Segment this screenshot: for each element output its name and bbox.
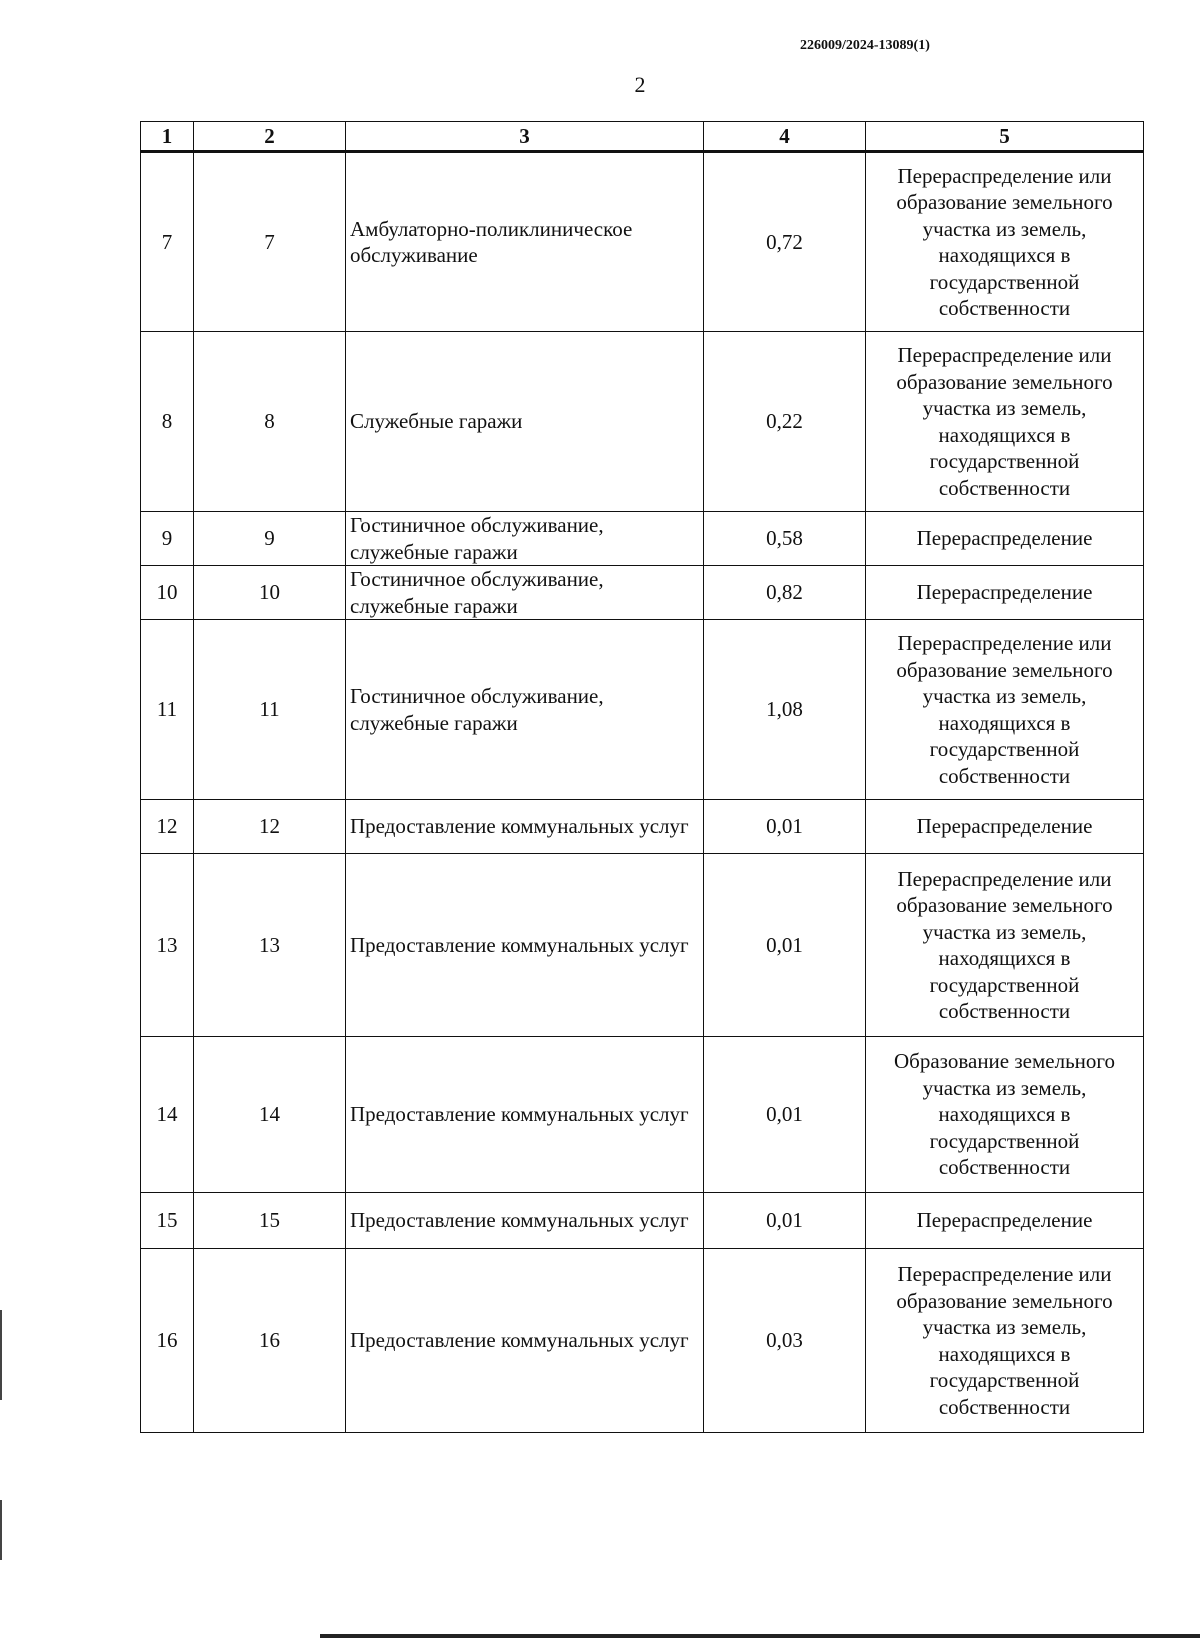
land-use-cell: Предоставление коммунальных услуг: [346, 800, 704, 854]
plot-number-cell: 9: [194, 512, 346, 566]
table-row: [141, 512, 1144, 566]
formation-method-cell: Образование земельного участка из земель, находящихся в государственной собственности: [866, 1037, 1144, 1193]
table-row: [141, 1037, 1144, 1193]
plot-number-cell: 13: [194, 854, 346, 1037]
scan-margin-mark: [0, 1310, 2, 1400]
formation-method-cell: Перераспределение или образование земельного участка из земель, находящихся в государственной собственности: [866, 1249, 1144, 1433]
formation-method-cell: Перераспределение: [866, 512, 1144, 566]
plot-number-cell: 7: [194, 152, 346, 332]
formation-method-cell: Перераспределение: [866, 800, 1144, 854]
land-use-cell: Предоставление коммунальных услуг: [346, 1193, 704, 1249]
formation-method-cell: Перераспределение или образование земельного участка из земель, находящихся в государственной собственности: [866, 332, 1144, 512]
area-cell: 0,01: [704, 800, 866, 854]
land-use-cell: Амбулаторно-поликлиническое обслуживание: [346, 152, 704, 332]
area-cell: 0,03: [704, 1249, 866, 1433]
column-header: 3: [346, 122, 704, 152]
table-row: [141, 854, 1144, 1037]
row-number-cell: 10: [141, 566, 194, 620]
row-number-cell: 15: [141, 1193, 194, 1249]
area-cell: 0,01: [704, 854, 866, 1037]
formation-method-cell: Перераспределение: [866, 566, 1144, 620]
table-row: [141, 1249, 1144, 1433]
land-use-cell: Предоставление коммунальных услуг: [346, 1249, 704, 1433]
land-use-cell: Служебные гаражи: [346, 332, 704, 512]
row-number-cell: 7: [141, 152, 194, 332]
table-row: [141, 332, 1144, 512]
area-cell: 0,22: [704, 332, 866, 512]
column-header: 1: [141, 122, 194, 152]
plot-number-cell: 10: [194, 566, 346, 620]
table-header-row: [141, 122, 1144, 152]
land-plots-table: [140, 121, 1144, 1433]
land-use-cell: Гостиничное обслуживание, служебные гаражи: [346, 566, 704, 620]
formation-method-cell: Перераспределение или образование земельного участка из земель, находящихся в государственной собственности: [866, 854, 1144, 1037]
table-row: [141, 566, 1144, 620]
scan-margin-mark: [0, 1500, 2, 1560]
plot-number-cell: 8: [194, 332, 346, 512]
table-row: [141, 620, 1144, 800]
table-row: [141, 800, 1144, 854]
table-row: [141, 1193, 1144, 1249]
row-number-cell: 11: [141, 620, 194, 800]
column-header: 4: [704, 122, 866, 152]
row-number-cell: 9: [141, 512, 194, 566]
scan-bottom-edge: [320, 1634, 1200, 1638]
land-use-cell: Гостиничное обслуживание, служебные гаражи: [346, 512, 704, 566]
land-use-cell: Предоставление коммунальных услуг: [346, 854, 704, 1037]
row-number-cell: 14: [141, 1037, 194, 1193]
land-use-cell: Гостиничное обслуживание, служебные гаражи: [346, 620, 704, 800]
plot-number-cell: 14: [194, 1037, 346, 1193]
area-cell: 0,01: [704, 1037, 866, 1193]
area-cell: 0,01: [704, 1193, 866, 1249]
row-number-cell: 16: [141, 1249, 194, 1433]
formation-method-cell: Перераспределение: [866, 1193, 1144, 1249]
column-header: 2: [194, 122, 346, 152]
row-number-cell: 12: [141, 800, 194, 854]
area-cell: 0,72: [704, 152, 866, 332]
area-cell: 1,08: [704, 620, 866, 800]
area-cell: 0,58: [704, 512, 866, 566]
land-use-cell: Предоставление коммунальных услуг: [346, 1037, 704, 1193]
area-cell: 0,82: [704, 566, 866, 620]
plot-number-cell: 16: [194, 1249, 346, 1433]
row-number-cell: 13: [141, 854, 194, 1037]
formation-method-cell: Перераспределение или образование земельного участка из земель, находящихся в государственной собственности: [866, 620, 1144, 800]
plot-number-cell: 11: [194, 620, 346, 800]
page-number: 2: [634, 72, 646, 97]
table-row: [141, 152, 1144, 332]
plot-number-cell: 15: [194, 1193, 346, 1249]
formation-method-cell: Перераспределение или образование земельного участка из земель, находящихся в государственной собственности: [866, 152, 1144, 332]
column-header: 5: [866, 122, 1144, 152]
row-number-cell: 8: [141, 332, 194, 512]
document-number: 226009/2024-13089(1): [800, 38, 930, 53]
plot-number-cell: 12: [194, 800, 346, 854]
